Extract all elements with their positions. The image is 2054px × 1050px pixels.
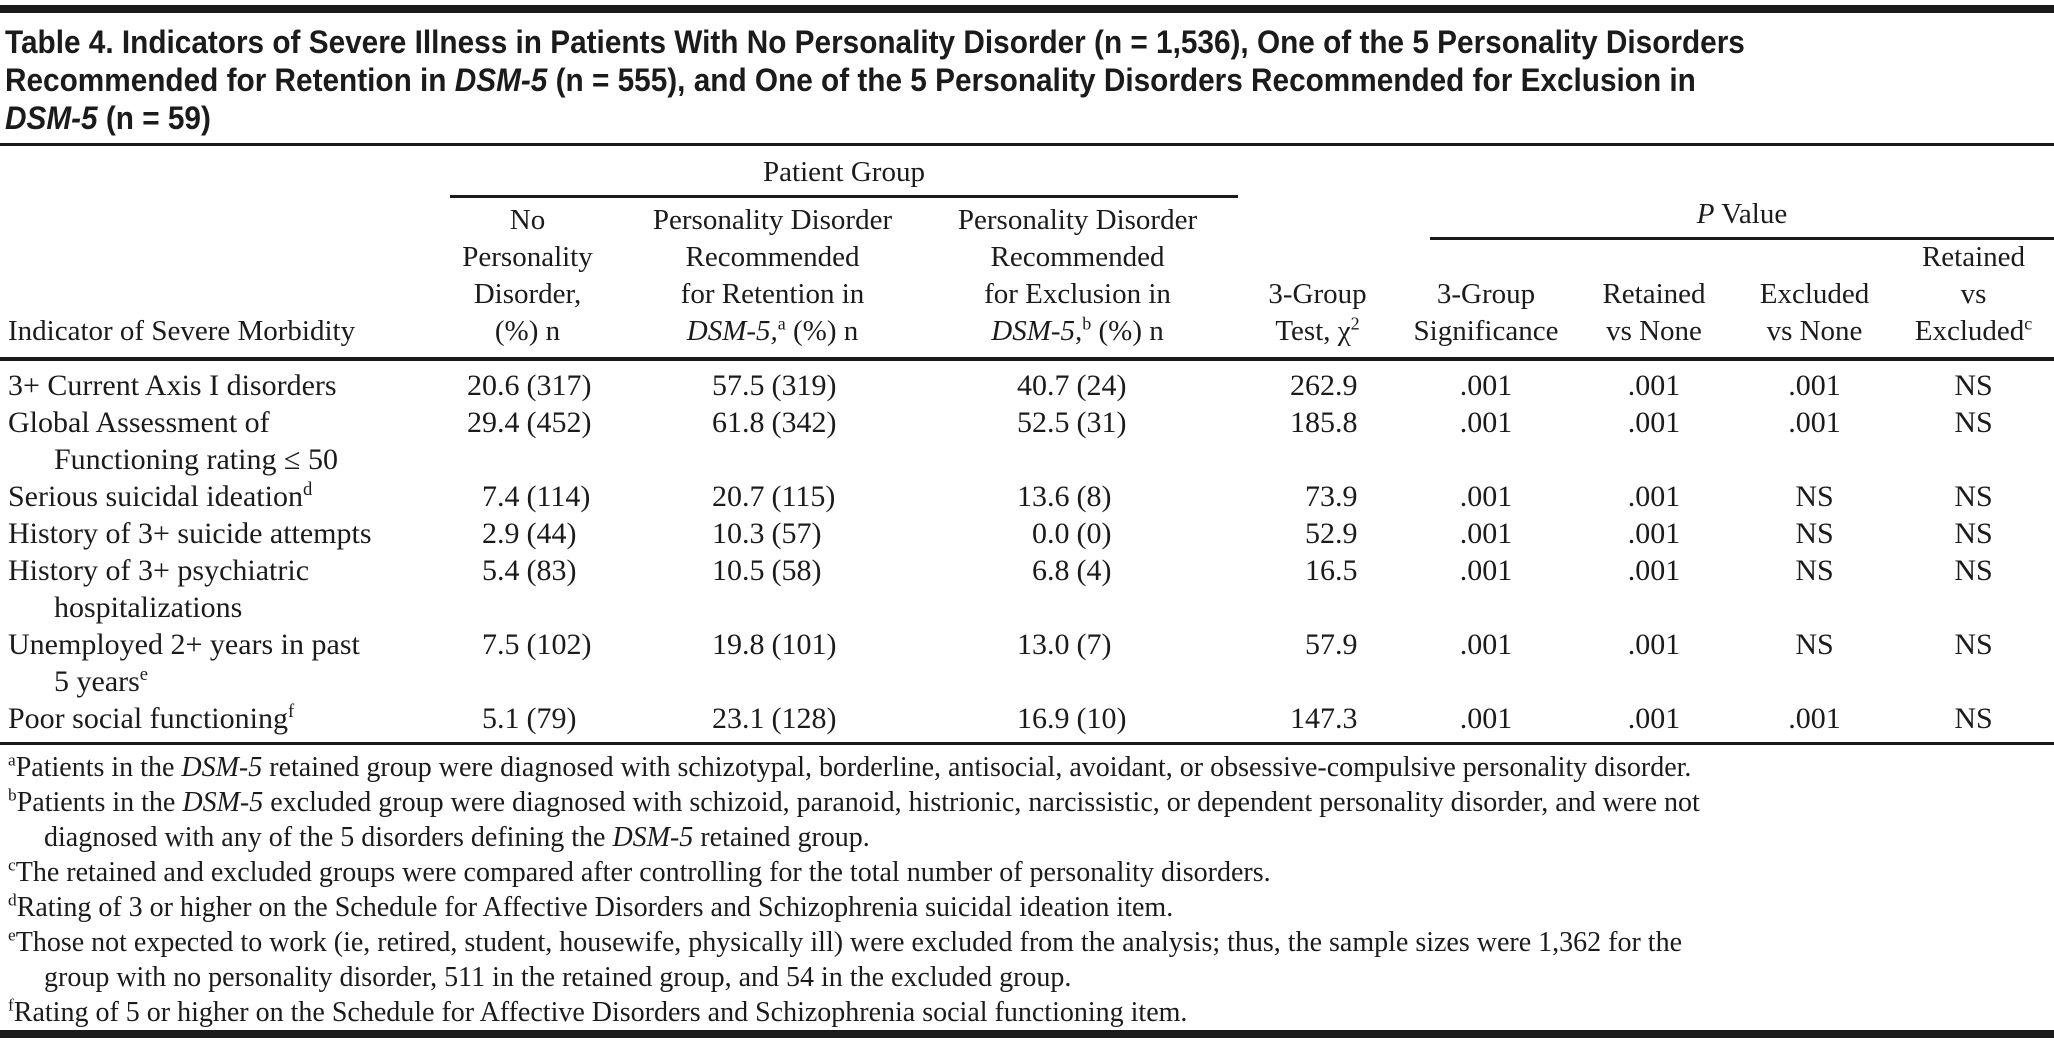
count-value: (317) [526,369,592,402]
percent-value: 7.4 [482,480,520,513]
cell-p-retained-vs-excluded: NS [1954,554,1993,587]
footnote-line: $^e$Those not expected to work (ie, retired, student, housewife, physically ill) were excluded from the analysis; thus, the sample sizes were 1,362 for the [8,925,1683,958]
count-value: (44) [526,517,577,550]
table-row [0,552,2054,626]
count-value: (452) [526,406,592,439]
percent-value: 57.5 [712,369,765,402]
col-header-excluded-vs-none: Excluded vs None [1759,278,1870,347]
percent-value: 16.9 [1017,702,1070,735]
cell-retained [625,404,920,441]
cell-excluded [920,367,1235,404]
percent-value: 0.0 [1032,517,1070,550]
row-label-line: Unemployed 2+ years in past [8,628,360,661]
cell-excluded [920,626,1235,663]
table-title [0,13,2054,143]
cell-p-3group: .001 [1459,480,1513,513]
count-value: (115) [771,480,836,513]
table-row [0,626,2054,700]
top-rule [0,5,2054,13]
cell-p-3group: .001 [1459,369,1513,402]
col-header-3group-significance: 3-Group Significance [1413,278,1559,347]
table-header [0,146,2054,361]
cell-p-retained-vs-none: .001 [1627,628,1681,661]
cell-p-excluded-vs-none: .001 [1788,369,1841,402]
cell-chi-square [1235,404,1400,441]
cell-p-retained-vs-excluded: NS [1954,628,1993,661]
footnote-line: diagnosed with any of the 5 disorders defining the DSM-5 retained group. [44,822,870,853]
cell-retained [625,626,920,663]
cell-p-3group: .001 [1459,628,1513,661]
row-label [0,478,430,515]
percent-value: 2.9 [482,517,520,550]
chi-square-value: 185.8 [1290,406,1358,439]
row-label-line: Global Assessment of [8,406,270,439]
count-value: (31) [1076,406,1127,439]
cell-no-personality-disorder [430,552,625,589]
count-value: (83) [526,554,577,587]
cell-p-excluded-vs-none: NS [1795,480,1834,513]
cell-excluded [920,515,1235,552]
table-row [0,700,2054,737]
cell-p-retained-vs-none: .001 [1627,406,1681,439]
cell-p-excluded-vs-none: .001 [1788,702,1841,735]
footnote-line: group with no personality disorder, 511 in the retained group, and 54 in the excluded group. [44,962,1072,993]
col-header-retained-vs-excluded: Retained vs Excluded$^c$ [1914,241,2033,347]
table-row [0,367,2054,404]
cell-p-retained-vs-none: .001 [1627,369,1681,402]
cell-no-personality-disorder [430,700,625,737]
cell-p-retained-vs-none: .001 [1627,702,1681,735]
row-label-line: Functioning rating ≤ 50 [54,443,338,476]
cell-p-retained-vs-excluded: NS [1954,406,1993,439]
col-header-retained-vs-none: Retained vs None [1602,278,1706,347]
spanner-p-value: P Value [1430,196,2054,240]
table-body [0,361,2054,745]
table-title-line-1: Table 4. Indicators of Severe Illness in Patients With No Personality Disorder (n = 1,536), One of the 5 Personality Disorders [5,24,1745,60]
cell-chi-square [1235,515,1400,552]
col-header-indicator: Indicator of Severe Morbidity [8,315,356,347]
cell-excluded [920,404,1235,441]
cell-retained [625,700,920,737]
count-value: (7) [1076,628,1112,661]
percent-value: 20.7 [712,480,765,513]
cell-chi-square [1235,367,1400,404]
col-header-no-personality-disorder: No Personality Disorder, (%) n [462,204,593,347]
percent-value: 29.4 [467,406,520,439]
col-header-excluded: Personality Disorder Recommended for Exclusion in DSM-5,$^b$ (%) n [957,204,1198,347]
row-label [0,404,430,478]
percent-value: 40.7 [1017,369,1070,402]
percent-value: 13.0 [1017,628,1070,661]
row-label [0,626,430,700]
count-value: (114) [526,480,591,513]
count-value: (101) [771,628,837,661]
row-label-line: Poor social functioning$^f$ [8,701,295,735]
percent-value: 5.1 [482,702,520,735]
percent-value: 20.6 [467,369,520,402]
cell-excluded [920,478,1235,515]
percent-value: 10.5 [712,554,765,587]
cell-retained [625,478,920,515]
cell-p-excluded-vs-none: NS [1795,517,1834,550]
spanner-patient-group: Patient Group [450,154,1238,198]
cell-no-personality-disorder [430,404,625,441]
cell-p-retained-vs-excluded: NS [1954,480,1993,513]
cell-chi-square [1235,700,1400,737]
chi-square-value: 57.9 [1305,628,1358,661]
count-value: (8) [1076,480,1112,513]
row-label [0,552,430,626]
count-value: (128) [771,702,837,735]
cell-p-retained-vs-none: .001 [1627,517,1681,550]
footnote-line: $^b$Patients in the DSM-5 excluded group were diagnosed with schizoid, paranoid, histrionic, narcissistic, or dependent personality disorder, and were not [8,785,1700,818]
footnotes [0,745,2054,1030]
row-label-line: hospitalizations [54,591,243,624]
col-header-retained: Personality Disorder Recommended for Retention in DSM-5,$^a$ (%) n [652,204,893,347]
cell-no-personality-disorder [430,626,625,663]
count-value: (10) [1076,702,1127,735]
cell-p-retained-vs-none: .001 [1627,554,1681,587]
chi-square-value: 16.5 [1305,554,1358,587]
chi-square-value: 262.9 [1290,369,1358,402]
footnote-line: $^d$Rating of 3 or higher on the Schedule for Affective Disorders and Schizophrenia suicidal ideation item. [8,890,1174,923]
percent-value: 61.8 [712,406,765,439]
count-value: (0) [1076,517,1112,550]
cell-chi-square [1235,552,1400,589]
row-label [0,515,430,552]
row-label-line: 5 years$^e$ [54,664,149,698]
cell-p-retained-vs-excluded: NS [1954,702,1993,735]
count-value: (342) [771,406,837,439]
row-label [0,700,430,737]
cell-p-excluded-vs-none: NS [1795,554,1834,587]
cell-no-personality-disorder [430,515,625,552]
chi-square-value: 73.9 [1305,480,1358,513]
row-label [0,367,430,404]
cell-no-personality-disorder [430,478,625,515]
count-value: (24) [1076,369,1127,402]
percent-value: 13.6 [1017,480,1070,513]
percent-value: 19.8 [712,628,765,661]
cell-retained [625,367,920,404]
row-label-line: History of 3+ psychiatric [8,554,310,587]
cell-p-3group: .001 [1459,554,1513,587]
percent-value: 6.8 [1032,554,1070,587]
table-row [0,404,2054,478]
count-value: (57) [771,517,822,550]
cell-retained [625,515,920,552]
cell-excluded [920,700,1235,737]
cell-no-personality-disorder [430,367,625,404]
column-header-row [0,202,2054,357]
cell-p-excluded-vs-none: NS [1795,628,1834,661]
chi-square-value: 147.3 [1290,702,1358,735]
bottom-rule [0,1030,2054,1038]
count-value: (102) [526,628,592,661]
row-label-line: 3+ Current Axis I disorders [8,369,337,402]
chi-square-value: 52.9 [1305,517,1358,550]
count-value: (79) [526,702,577,735]
cell-retained [625,552,920,589]
percent-value: 52.5 [1017,406,1070,439]
footnote-line: $^a$Patients in the DSM-5 retained group were diagnosed with schizotypal, borderline, antisocial, avoidant, or obsessive-compulsive personality disorder. [8,750,1692,783]
cell-p-3group: .001 [1459,517,1513,550]
table-title-line-2: Recommended for Retention in DSM-5 (n = 555), and One of the 5 Personality Disorders Recommended for Exclusion in [5,62,1696,98]
percent-value: 23.1 [712,702,765,735]
table-row [0,478,2054,515]
percent-value: 7.5 [482,628,520,661]
table-row [0,515,2054,552]
cell-p-3group: .001 [1459,702,1513,735]
footnote-line: $^c$The retained and excluded groups were compared after controlling for the total number of personality disorders. [8,855,1271,888]
cell-p-retained-vs-none: .001 [1627,480,1681,513]
cell-chi-square [1235,478,1400,515]
count-value: (319) [771,369,837,402]
cell-excluded [920,552,1235,589]
row-label-line: History of 3+ suicide attempts [8,517,372,550]
count-value: (58) [771,554,822,587]
cell-chi-square [1235,626,1400,663]
table-title-line-3: DSM-5 (n = 59) [5,100,211,136]
col-header-chi-square: 3-Group Test, $\chi^2$ [1268,278,1367,347]
row-label-line: Serious suicidal ideation$^d$ [8,479,313,513]
percent-value: 10.3 [712,517,765,550]
count-value: (4) [1076,554,1112,587]
footnote-line: $^f$Rating of 5 or higher on the Schedule for Affective Disorders and Schizophrenia social functioning item. [8,995,1188,1028]
cell-p-retained-vs-excluded: NS [1954,369,1993,402]
cell-p-retained-vs-excluded: NS [1954,517,1993,550]
cell-p-3group: .001 [1459,406,1513,439]
percent-value: 5.4 [482,554,520,587]
cell-p-excluded-vs-none: .001 [1788,406,1841,439]
